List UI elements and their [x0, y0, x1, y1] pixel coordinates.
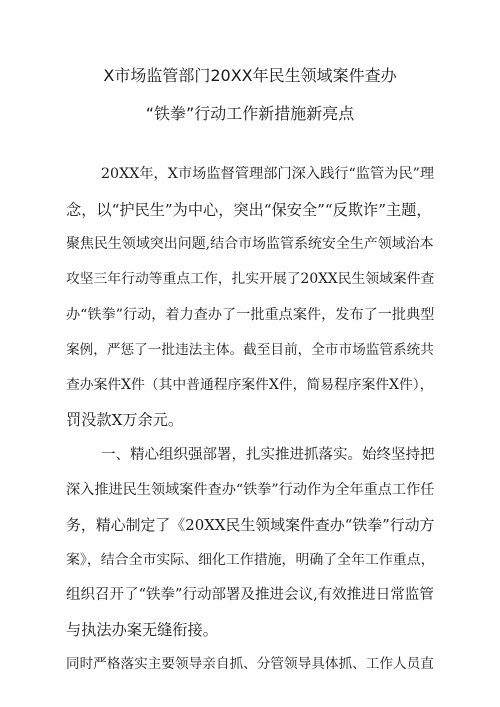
document-title-line-2: “铁拳”行动工作新措施新亮点 — [145, 104, 355, 123]
paragraph-line: 聚焦民生领域突出问题,结合市场监管系统安全生产领域治本 — [66, 236, 434, 252]
paragraph-line: 案》，结合全市实际、细化工作措施，明确了全年工作重点， — [66, 552, 435, 568]
paragraph-line: 攻坚三年行动等重点工作，扎实开展了20XX民生领域案件查 — [66, 271, 435, 287]
paragraph-line: 罚没款X万余元。 — [66, 411, 184, 429]
paragraph-line: 组织召开了“铁拳”行动部署及推进会议,有效推进日常监管 — [66, 587, 434, 603]
paragraph-line: 办“铁拳”行动，着力查办了一批重点案件，发布了一批典型 — [66, 307, 435, 323]
paragraph-line: 20XX年，X市场监督管理部门深入践行“监管为民”理 — [101, 166, 435, 182]
paragraph-line: 案例，严惩了一批违法主体。截至目前，全市市场监管系统共 — [66, 342, 434, 358]
paragraph-line: 深入推进民生领域案件查办“铁拳”行动作为全年重点工作任 — [66, 482, 435, 498]
paragraph-line: 同时严格落实主要领导亲自抓、分管领导具体抓、工作人员直 — [66, 656, 434, 672]
paragraph-line: 查办案件X件（其中普通程序案件X件，简易程序案件X件）， — [66, 377, 434, 393]
document-title-line-1: X市场监管部门20XX年民生领域案件查办 — [103, 66, 397, 85]
paragraph-line: 念，以“护民生”为中心，突出“保安全”“反欺诈”主题， — [66, 201, 432, 219]
paragraph-line: 一、精心组织强部署，扎实推进抓落实。始终坚持把 — [101, 447, 435, 463]
paragraph-line: 务，精心制定了《20XX民生领域案件查办“铁拳”行动方 — [66, 516, 435, 534]
paragraph-line: 与执法办案无缝衔接。 — [66, 621, 218, 639]
